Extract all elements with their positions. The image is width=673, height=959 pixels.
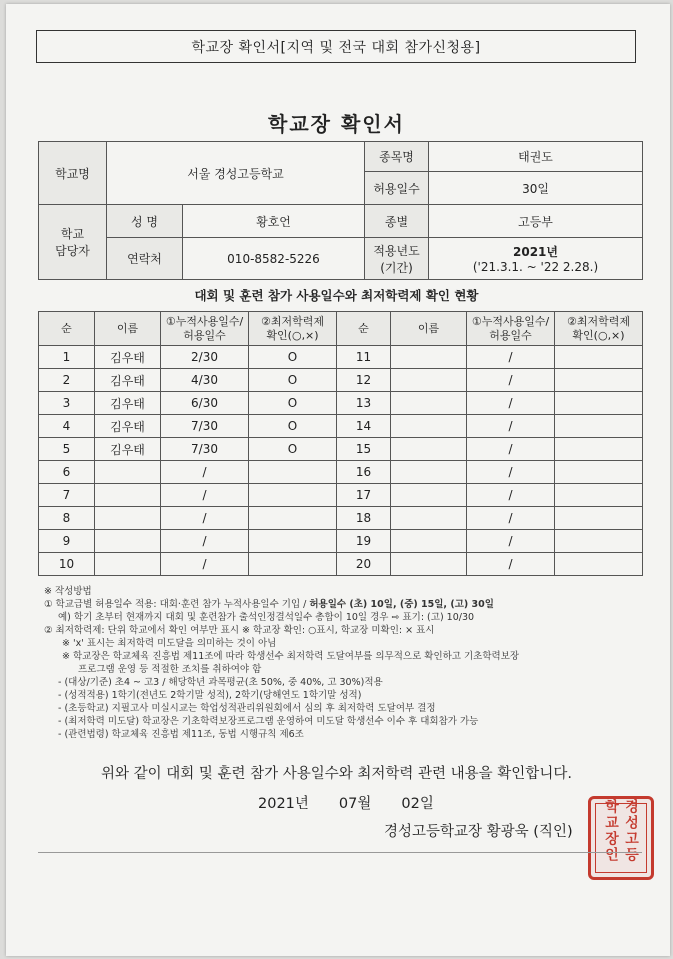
cell-check: O [249,415,337,438]
event-label: 종목명 [365,142,429,172]
period-value: ('21.3.1. ~ '22 2.28.) [472,260,599,274]
cell-num: 14 [337,415,391,438]
cell-num: 15 [337,438,391,461]
cell-num: 7 [39,484,95,507]
instructions [44,585,654,741]
category-label: 종별 [365,205,429,238]
cell-name: 김우태 [95,346,161,369]
year-label-line1: 적용년도 [373,243,420,258]
cell-num: 19 [337,530,391,553]
cell-num: 8 [39,507,95,530]
table-row [39,438,643,461]
issue-date [258,792,434,813]
note-line-9: - (초등학교) 지필고사 미실시교는 학업성적관리위원회에서 심의 후 최저학력 도달여부 결정 [58,703,436,714]
info-table [38,141,643,280]
cell-name [391,369,467,392]
cell-check [555,484,643,507]
cell-num: 16 [337,461,391,484]
name-label: 성 명 [107,205,183,238]
year-cell [429,238,643,280]
cell-num: 6 [39,461,95,484]
cell-days: / [467,507,555,530]
cell-check [249,553,337,576]
note-line-5: ※ 학교장은 학교체육 진흥법 제11조에 따라 학생선수 최저학력 도달여부를 의무적으로 확인하고 기초학력보장 [62,651,520,662]
cell-name [391,346,467,369]
table-row [39,484,643,507]
note-line-4: ※ 'x' 표시는 최저학력 미도달을 의미하는 것이 아님 [62,638,277,649]
cell-name [95,553,161,576]
cell-days: / [161,461,249,484]
table-row [39,553,643,576]
cell-num: 2 [39,369,95,392]
table-row [39,507,643,530]
header-check-line1: ②최저학력제 [261,314,324,328]
allowed-days-value: 30일 [429,172,643,205]
header-days-line1: ①누적사용일수/ [165,314,244,328]
allowed-days-label: 허용일수 [365,172,429,205]
table-row [39,369,643,392]
note-line-1b: 허용일수 (초) 10일, (중) 15일, (고) 30일 [309,599,494,610]
cell-days: 6/30 [161,392,249,415]
cell-check [555,553,643,576]
school-label: 학교명 [39,142,107,205]
cell-name: 김우태 [95,369,161,392]
cell-check [555,392,643,415]
cell-num: 1 [39,346,95,369]
header-days-line2: 허용일수 [183,328,226,342]
note-line-6: 프로그램 운영 등 적절한 조치를 취하여야 함 [78,664,262,675]
header-num-2: 순 [337,312,391,346]
table-row [39,461,643,484]
contact-label: 연락처 [107,238,183,280]
table-row [39,530,643,553]
cell-name [391,530,467,553]
cell-name [95,484,161,507]
cell-name [391,415,467,438]
cell-name [391,438,467,461]
cell-check [555,530,643,553]
header-check-2-line2: 확인(○,×) [572,328,625,342]
cell-check [249,461,337,484]
cell-num: 11 [337,346,391,369]
note-line-7: - (대상/기준) 초4 ~ 고3 / 해당학년 과목평균(초 50%, 중 40%, 고 30%)적용 [58,677,383,688]
cell-name [391,392,467,415]
year-value: 2021년 [513,245,558,259]
note-line-8: - (성적적용) 1학기(전년도 2학기말 성적), 2학기(당해연도 1학기말 성적) [58,690,362,701]
cell-days: 7/30 [161,415,249,438]
cell-check: O [249,369,337,392]
header-num: 순 [39,312,95,346]
cell-days: / [467,461,555,484]
staff-label-line2: 담당자 [55,244,90,258]
year-label [365,238,429,280]
document-banner: 학교장 확인서[지역 및 전국 대회 참가신청용] [36,30,636,63]
cell-num: 12 [337,369,391,392]
cell-check: O [249,346,337,369]
cell-name [391,507,467,530]
cell-days: / [467,484,555,507]
note-line-1a: ① 학교급별 허용일수 적용: 대회·훈련 참가 누적사용일수 기입 / [44,599,310,610]
cell-num: 3 [39,392,95,415]
header-check-2 [555,312,643,346]
usage-table [38,311,643,576]
table-row [39,415,643,438]
cell-num: 20 [337,553,391,576]
cell-check [249,530,337,553]
cell-days: / [161,507,249,530]
contact-value: 010-8582-5226 [183,238,365,280]
staff-label-line1: 학교 [60,227,85,241]
staff-label [39,205,107,280]
cell-num: 13 [337,392,391,415]
cell-num: 5 [39,438,95,461]
cell-days: 4/30 [161,369,249,392]
principal-signature: 경성고등학교장 황광욱 (직인) [384,824,573,840]
table-title: 대회 및 훈련 참가 사용일수와 최저학력제 확인 현황 [194,288,479,303]
note-line-10: - (최저학력 미도달) 학교장은 기초학력보장프로그램 운영하여 미도달 학생선수 이수 후 대회참가 가능 [58,716,479,727]
cell-name [391,553,467,576]
table-row [39,392,643,415]
cell-name [391,461,467,484]
cell-days: / [467,530,555,553]
date-day: 02일 [401,796,434,812]
cell-name [95,507,161,530]
cell-check [249,484,337,507]
cell-check [249,507,337,530]
note-line-3: ② 최저학력제: 단위 학교에서 확인 여부만 표시 ※ 학교장 확인: ○표시, 학교장 미확인: × 표시 [44,625,435,636]
cell-name: 김우태 [95,438,161,461]
cell-num: 10 [39,553,95,576]
cell-num: 17 [337,484,391,507]
table-header-row [39,312,643,346]
cell-name: 김우태 [95,415,161,438]
header-days-2 [467,312,555,346]
header-days-2-line2: 허용일수 [489,328,532,342]
cell-days: / [467,369,555,392]
page-title: 학교장 확인서 [268,112,405,136]
cell-days: / [161,530,249,553]
date-year: 2021년 [258,796,309,812]
cell-name [95,530,161,553]
category-value: 고등부 [429,205,643,238]
notes-heading: ※ 작성방법 [44,586,92,597]
bottom-divider [38,852,642,853]
header-days-2-line1: ①누적사용일수/ [471,314,550,328]
cell-days: / [467,415,555,438]
header-check-line2: 확인(○,×) [266,328,319,342]
table-row [39,346,643,369]
header-name-2: 이름 [391,312,467,346]
cell-check [555,461,643,484]
cell-days: 7/30 [161,438,249,461]
header-days [161,312,249,346]
confirmation-text: 위와 같이 대회 및 훈련 참가 사용일수와 최저학력 관련 내용을 확인합니다. [101,766,572,782]
cell-days: / [161,553,249,576]
date-month: 07월 [338,796,372,812]
cell-days: / [161,484,249,507]
cell-name [391,484,467,507]
cell-check [555,346,643,369]
cell-num: 9 [39,530,95,553]
cell-name [95,461,161,484]
cell-check: O [249,392,337,415]
name-value: 황호언 [183,205,365,238]
cell-num: 4 [39,415,95,438]
header-name: 이름 [95,312,161,346]
note-line-11: - (관련법령) 학교체육 진흥법 제11조, 동법 시행규칙 제6조 [58,729,304,740]
note-line-1 [44,598,654,611]
year-label-line2: (기간) [380,260,413,275]
cell-check [555,369,643,392]
note-line-2: 예) 학기 초부터 현재까지 대회 및 훈련참가 출석인정결석일수 총합이 10일 경우 ⇨ 표기: (고) 10/30 [58,612,475,623]
event-value: 태권도 [429,142,643,172]
seal-inner-border [595,803,647,873]
cell-days: / [467,346,555,369]
seal-text: 경성고등학교장인 [603,799,639,863]
cell-check [555,415,643,438]
cell-name: 김우태 [95,392,161,415]
cell-days: / [467,392,555,415]
header-check [249,312,337,346]
official-seal [588,796,654,880]
cell-check [555,507,643,530]
header-check-2-line1: ②최저학력제 [567,314,630,328]
cell-days: / [467,438,555,461]
school-value: 서울 경성고등학교 [107,142,365,205]
cell-num: 18 [337,507,391,530]
cell-days: 2/30 [161,346,249,369]
cell-check [555,438,643,461]
cell-days: / [467,553,555,576]
cell-check: O [249,438,337,461]
